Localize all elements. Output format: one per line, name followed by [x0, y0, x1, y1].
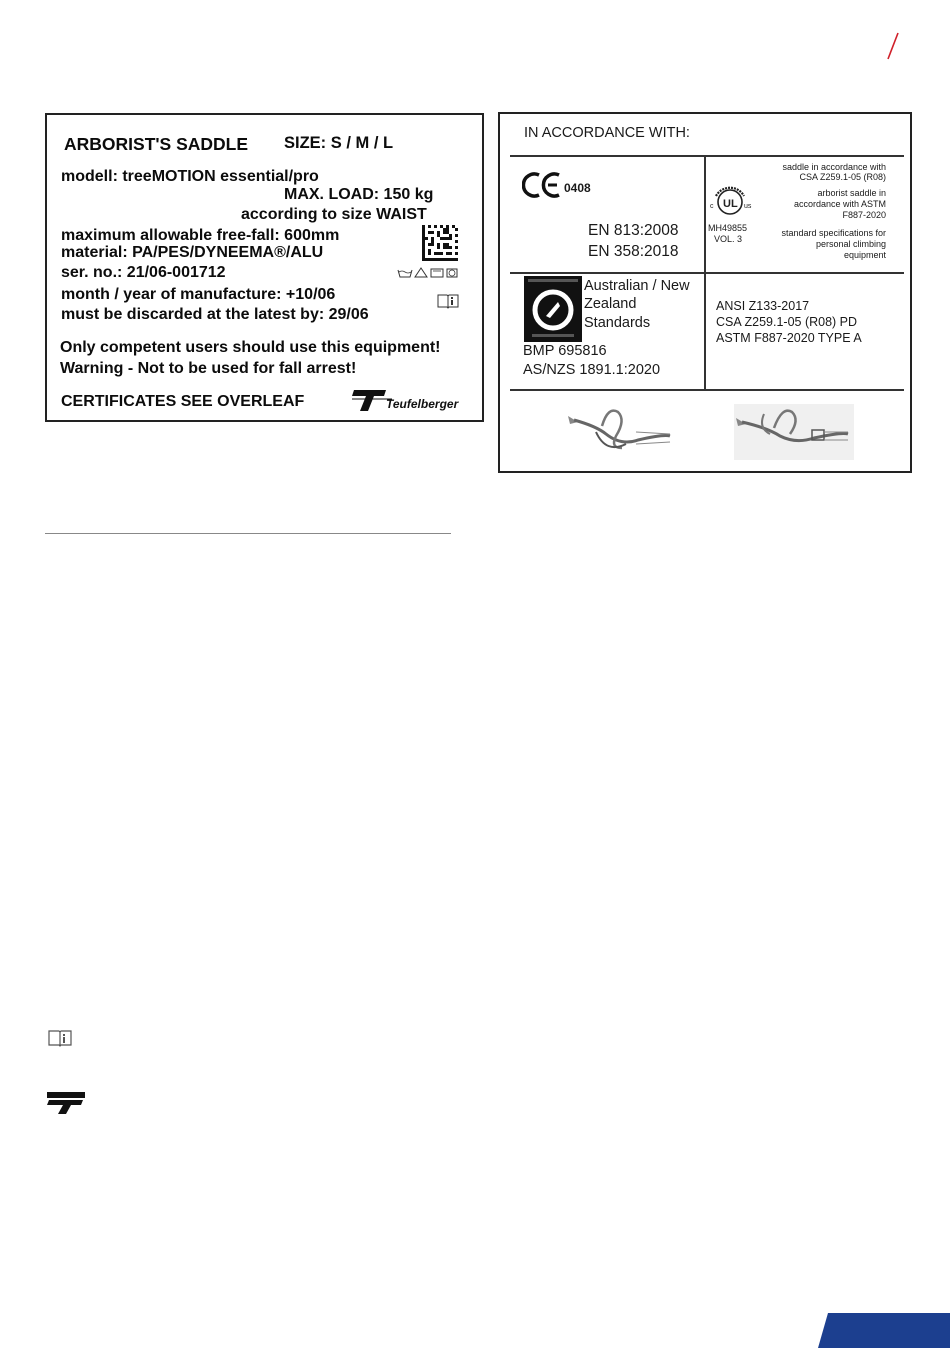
corner-slash-mark — [886, 32, 900, 60]
label-discard: must be discarded at the latest by: 29/06 — [61, 306, 369, 323]
label-title: ARBORIST'S SADDLE — [64, 134, 249, 154]
label-according-size: according to size WAIST — [241, 206, 427, 223]
note-astm-line2: accordance with ASTM — [793, 199, 886, 209]
svg-text:Teufelberger: Teufelberger — [386, 397, 459, 411]
label-serial: ser. no.: 21/06-001712 — [61, 264, 226, 281]
note-climbing-line2: personal climbing — [815, 239, 886, 249]
teufelberger-logo-icon — [47, 1092, 85, 1114]
svg-text:c: c — [710, 203, 714, 210]
standards-australia-logo — [524, 276, 582, 342]
standard-en813: EN 813:2008 — [588, 222, 679, 239]
asnzs-standard: AS/NZS 1891.1:2020 — [523, 362, 661, 378]
ce-notified-body: 0408 — [564, 181, 591, 195]
svg-text:UL: UL — [723, 198, 738, 210]
ul-volume: VOL. 3 — [714, 234, 743, 244]
note-astm-line1: arborist saddle in — [817, 188, 886, 198]
astm-standard: ASTM F887-2020 TYPE A — [716, 331, 862, 345]
label-size: SIZE: S / M / L — [284, 134, 394, 152]
knot-illustration — [734, 404, 854, 460]
label-material: material: PA/PES/DYNEEMA®/ALU — [61, 244, 324, 261]
label-certificates: CERTIFICATES SEE OVERLEAF — [61, 393, 305, 410]
note-astm-line3: F887-2020 — [842, 210, 886, 220]
anz-line2: Zealand — [584, 296, 637, 312]
ansi-standard: ANSI Z133-2017 — [716, 299, 810, 313]
csa-standard: CSA Z259.1-05 (R08) PD — [716, 315, 858, 329]
footer-page-tab — [818, 1313, 950, 1348]
label-warning: Warning - Not to be used for fall arrest! — [60, 360, 357, 377]
svg-text:us: us — [744, 203, 752, 210]
manual-book-icon — [48, 1029, 72, 1047]
care-symbols-icon — [397, 267, 461, 279]
certification-label — [498, 112, 912, 473]
standard-en358: EN 358:2018 — [588, 243, 679, 260]
label-competent-users: Only competent users should use this equipment! — [60, 339, 441, 356]
divider — [510, 389, 904, 391]
label-manufacture: month / year of manufacture: +10/06 — [61, 286, 336, 303]
horizontal-rule — [45, 533, 451, 534]
bmp-number: BMP 695816 — [523, 343, 607, 359]
label-free-fall: maximum allowable free-fall: 600mm — [61, 227, 340, 244]
label-max-load: MAX. LOAD: 150 kg — [284, 186, 434, 203]
anz-line3: Standards — [584, 315, 651, 331]
datamatrix-code — [421, 225, 459, 261]
knot-illustration — [566, 404, 676, 460]
divider — [510, 272, 904, 274]
note-climbing-line3: equipment — [843, 250, 886, 260]
divider — [510, 155, 904, 157]
ul-file-number: MH49855 — [708, 223, 748, 233]
note-csa-line1: saddle in accordance with — [782, 162, 886, 172]
ul-classified-icon — [706, 178, 754, 222]
manual-book-icon — [437, 293, 459, 309]
label-model: modell: treeMOTION essential/pro — [61, 168, 319, 185]
ce-mark-icon — [522, 170, 562, 200]
product-label-front — [45, 113, 484, 422]
teufelberger-logo — [352, 388, 470, 412]
note-csa-line2: CSA Z259.1-05 (R08) — [799, 172, 886, 182]
certification-heading: IN ACCORDANCE WITH: — [524, 125, 690, 141]
anz-line1: Australian / New — [584, 278, 690, 294]
note-climbing-line1: standard specifications for — [781, 228, 886, 238]
